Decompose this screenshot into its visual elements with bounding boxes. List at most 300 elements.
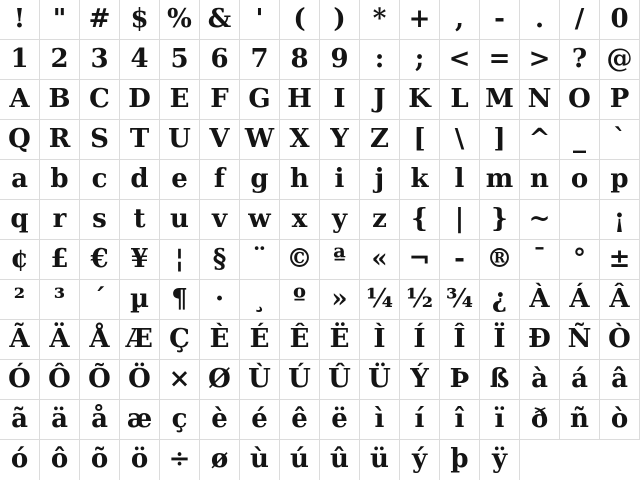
- glyph-cell[interactable]: [40, 200, 80, 240]
- glyph-cell[interactable]: [40, 0, 80, 40]
- glyph-cell[interactable]: [0, 240, 40, 280]
- glyph: y: [331, 204, 348, 234]
- glyph-cell[interactable]: [160, 440, 200, 480]
- glyph: ×: [168, 364, 191, 394]
- glyph-cell[interactable]: [120, 240, 160, 280]
- glyph-cell[interactable]: [600, 40, 640, 80]
- glyph-cell[interactable]: [280, 360, 320, 400]
- glyph: Ø: [208, 364, 231, 394]
- glyph-cell[interactable]: [480, 360, 520, 400]
- glyph: {: [411, 204, 428, 234]
- glyph: u: [170, 204, 189, 234]
- glyph: 7: [250, 44, 269, 74]
- glyph-cell[interactable]: [40, 40, 80, 80]
- glyph-cell[interactable]: [240, 280, 280, 320]
- glyph-cell[interactable]: [280, 240, 320, 280]
- glyph-cell[interactable]: [160, 0, 200, 40]
- glyph: S: [90, 124, 109, 154]
- glyph-cell[interactable]: [200, 360, 240, 400]
- glyph: s: [92, 204, 107, 234]
- glyph-cell[interactable]: [360, 160, 400, 200]
- glyph-cell[interactable]: [400, 160, 440, 200]
- glyph-cell[interactable]: [400, 320, 440, 360]
- glyph-cell[interactable]: [440, 160, 480, 200]
- glyph-cell[interactable]: [0, 440, 40, 480]
- glyph-cell[interactable]: [320, 40, 360, 80]
- glyph-cell[interactable]: [80, 120, 120, 160]
- glyph-cell[interactable]: [0, 0, 40, 40]
- glyph: z: [372, 204, 387, 234]
- glyph-cell[interactable]: [160, 400, 200, 440]
- glyph: ö: [130, 444, 149, 474]
- glyph: 3: [90, 44, 109, 74]
- glyph-cell[interactable]: [280, 120, 320, 160]
- glyph: W: [244, 124, 275, 154]
- glyph: 0: [610, 4, 629, 34]
- glyph-cell[interactable]: [160, 120, 200, 160]
- empty-area: [520, 440, 560, 480]
- glyph-cell[interactable]: [80, 360, 120, 400]
- glyph-cell[interactable]: [240, 40, 280, 80]
- glyph: ¢: [10, 244, 29, 274]
- glyph-cell[interactable]: [520, 0, 560, 40]
- glyph-cell[interactable]: [560, 280, 600, 320]
- glyph: È: [209, 324, 230, 354]
- glyph: _: [573, 124, 586, 154]
- glyph-cell[interactable]: [360, 400, 400, 440]
- glyph-cell[interactable]: [0, 120, 40, 160]
- glyph-cell[interactable]: [160, 240, 200, 280]
- glyph: a: [11, 164, 28, 194]
- glyph: V: [209, 124, 230, 154]
- glyph: ä: [51, 404, 68, 434]
- glyph-cell[interactable]: [160, 360, 200, 400]
- glyph-cell[interactable]: [360, 40, 400, 80]
- glyph-cell[interactable]: [160, 80, 200, 120]
- glyph-cell[interactable]: [320, 160, 360, 200]
- glyph: x: [291, 204, 308, 234]
- glyph-cell[interactable]: [80, 440, 120, 480]
- glyph-cell[interactable]: [80, 160, 120, 200]
- glyph-cell[interactable]: [440, 400, 480, 440]
- glyph-cell[interactable]: [160, 40, 200, 80]
- glyph-cell[interactable]: [0, 400, 40, 440]
- glyph-cell[interactable]: [360, 240, 400, 280]
- glyph: û: [330, 444, 349, 474]
- glyph-cell[interactable]: [40, 240, 80, 280]
- glyph-cell[interactable]: [520, 120, 560, 160]
- glyph-cell[interactable]: [240, 0, 280, 40]
- glyph: Ê: [289, 324, 310, 354]
- glyph: ú: [290, 444, 309, 474]
- glyph: ¾: [445, 284, 474, 314]
- glyph: ·: [214, 284, 225, 314]
- glyph: º: [293, 284, 306, 314]
- glyph-cell[interactable]: [280, 40, 320, 80]
- glyph-cell[interactable]: [600, 160, 640, 200]
- glyph-cell[interactable]: [480, 200, 520, 240]
- glyph: ñ: [570, 404, 589, 434]
- glyph: Ö: [128, 364, 151, 394]
- glyph-cell[interactable]: [520, 40, 560, 80]
- glyph-cell[interactable]: [480, 440, 520, 480]
- glyph: Ì: [373, 324, 386, 354]
- glyph: å: [91, 404, 108, 434]
- glyph-cell[interactable]: [80, 40, 120, 80]
- glyph-cell[interactable]: [440, 280, 480, 320]
- glyph: N: [527, 84, 552, 114]
- glyph-cell[interactable]: [320, 120, 360, 160]
- glyph-cell[interactable]: [0, 360, 40, 400]
- glyph-cell[interactable]: [400, 0, 440, 40]
- glyph-cell[interactable]: [440, 0, 480, 40]
- glyph: D: [128, 84, 151, 114]
- glyph-cell[interactable]: [40, 280, 80, 320]
- glyph-cell[interactable]: [480, 240, 520, 280]
- glyph-cell[interactable]: [120, 0, 160, 40]
- glyph: L: [450, 84, 469, 114]
- glyph: Z: [370, 124, 389, 154]
- glyph-cell[interactable]: [440, 320, 480, 360]
- glyph: Í: [413, 324, 426, 354]
- glyph-cell[interactable]: [120, 400, 160, 440]
- glyph: (: [293, 4, 306, 34]
- glyph: ë: [331, 404, 348, 434]
- glyph-cell[interactable]: [0, 280, 40, 320]
- glyph: <: [448, 44, 471, 74]
- glyph: ,: [454, 4, 465, 34]
- glyph-cell[interactable]: [600, 360, 640, 400]
- glyph-cell[interactable]: [0, 80, 40, 120]
- glyph-cell[interactable]: [360, 0, 400, 40]
- glyph-cell[interactable]: [600, 400, 640, 440]
- glyph-cell[interactable]: [440, 440, 480, 480]
- glyph-cell[interactable]: [320, 240, 360, 280]
- glyph-cell[interactable]: [200, 280, 240, 320]
- glyph: ©: [286, 244, 313, 274]
- glyph-cell[interactable]: [560, 120, 600, 160]
- glyph: j: [374, 164, 385, 194]
- glyph: o: [570, 164, 589, 194]
- glyph-cell[interactable]: [240, 440, 280, 480]
- glyph: Î: [453, 324, 466, 354]
- glyph-cell[interactable]: [0, 40, 40, 80]
- glyph: *: [372, 4, 387, 34]
- glyph-cell[interactable]: [200, 160, 240, 200]
- glyph-cell[interactable]: [40, 360, 80, 400]
- glyph-cell[interactable]: [400, 120, 440, 160]
- glyph: `: [613, 124, 626, 154]
- glyph: ): [333, 4, 346, 34]
- glyph: @: [606, 44, 633, 74]
- glyph-cell[interactable]: [520, 80, 560, 120]
- glyph-cell[interactable]: [520, 360, 560, 400]
- glyph: ý: [411, 444, 428, 474]
- glyph-cell[interactable]: [400, 80, 440, 120]
- glyph: :: [374, 44, 385, 74]
- glyph-cell[interactable]: [560, 240, 600, 280]
- glyph-cell[interactable]: [40, 160, 80, 200]
- glyph-cell[interactable]: [200, 240, 240, 280]
- glyph: ê: [291, 404, 308, 434]
- glyph-cell[interactable]: [200, 40, 240, 80]
- glyph-cell[interactable]: [120, 80, 160, 120]
- glyph: r: [52, 204, 67, 234]
- glyph-cell[interactable]: [80, 400, 120, 440]
- glyph-cell[interactable]: [360, 200, 400, 240]
- glyph-cell[interactable]: [400, 200, 440, 240]
- glyph-cell[interactable]: [80, 240, 120, 280]
- glyph-cell[interactable]: [240, 80, 280, 120]
- glyph-cell[interactable]: [240, 160, 280, 200]
- glyph: p: [610, 164, 629, 194]
- glyph-cell[interactable]: [560, 40, 600, 80]
- glyph-cell[interactable]: [560, 360, 600, 400]
- glyph: i: [334, 164, 345, 194]
- glyph-cell[interactable]: [280, 400, 320, 440]
- glyph-cell[interactable]: [360, 320, 400, 360]
- glyph-cell[interactable]: [120, 440, 160, 480]
- glyph-cell[interactable]: [600, 280, 640, 320]
- glyph-cell[interactable]: [120, 320, 160, 360]
- glyph-cell[interactable]: [40, 120, 80, 160]
- glyph: ¼: [365, 284, 394, 314]
- glyph: Q: [8, 124, 31, 154]
- glyph-cell[interactable]: [320, 440, 360, 480]
- glyph: €: [90, 244, 109, 274]
- glyph: Ú: [288, 364, 311, 394]
- glyph: }: [491, 204, 508, 234]
- glyph-cell[interactable]: [320, 280, 360, 320]
- glyph: é: [251, 404, 268, 434]
- glyph-cell[interactable]: [360, 280, 400, 320]
- glyph-cell[interactable]: [0, 160, 40, 200]
- glyph: Ô: [48, 364, 71, 394]
- glyph-cell[interactable]: [320, 0, 360, 40]
- glyph-cell[interactable]: [120, 40, 160, 80]
- glyph: f: [213, 164, 226, 194]
- glyph-cell[interactable]: [120, 280, 160, 320]
- glyph: Ñ: [567, 324, 592, 354]
- glyph: .: [534, 4, 545, 34]
- glyph-cell[interactable]: [0, 320, 40, 360]
- glyph-cell[interactable]: [280, 280, 320, 320]
- glyph-cell[interactable]: [80, 200, 120, 240]
- glyph-cell[interactable]: [200, 400, 240, 440]
- glyph: Æ: [126, 324, 153, 354]
- glyph: ï: [494, 404, 505, 434]
- glyph-cell[interactable]: [280, 0, 320, 40]
- glyph-cell[interactable]: [160, 280, 200, 320]
- glyph: §: [212, 244, 227, 274]
- glyph-cell[interactable]: [560, 400, 600, 440]
- glyph-cell[interactable]: [320, 360, 360, 400]
- glyph-cell[interactable]: [440, 360, 480, 400]
- glyph: $: [130, 4, 149, 34]
- glyph-cell[interactable]: [80, 280, 120, 320]
- glyph-cell[interactable]: [120, 360, 160, 400]
- glyph-cell[interactable]: [400, 280, 440, 320]
- glyph-cell[interactable]: [400, 360, 440, 400]
- glyph-cell[interactable]: [280, 440, 320, 480]
- glyph: I: [333, 84, 346, 114]
- glyph-cell[interactable]: [240, 320, 280, 360]
- glyph: %: [167, 4, 192, 34]
- glyph-cell[interactable]: [40, 440, 80, 480]
- glyph-cell[interactable]: [440, 240, 480, 280]
- glyph: Õ: [88, 364, 111, 394]
- glyph-cell[interactable]: [40, 400, 80, 440]
- glyph: Ç: [169, 324, 190, 354]
- glyph-cell[interactable]: [80, 80, 120, 120]
- glyph-cell[interactable]: [40, 320, 80, 360]
- glyph-cell[interactable]: [200, 320, 240, 360]
- glyph-cell[interactable]: [400, 240, 440, 280]
- glyph: v: [211, 204, 228, 234]
- glyph-cell[interactable]: [560, 320, 600, 360]
- glyph: 6: [210, 44, 229, 74]
- glyph-cell[interactable]: [400, 440, 440, 480]
- glyph-cell[interactable]: [240, 400, 280, 440]
- glyph-cell[interactable]: [80, 320, 120, 360]
- glyph-cell[interactable]: [200, 0, 240, 40]
- glyph: ²: [13, 284, 26, 314]
- glyph: Ý: [410, 364, 429, 394]
- glyph: =: [488, 44, 511, 74]
- glyph-cell[interactable]: [600, 80, 640, 120]
- glyph-cell[interactable]: [240, 120, 280, 160]
- glyph-cell[interactable]: [360, 80, 400, 120]
- glyph-cell[interactable]: [320, 200, 360, 240]
- glyph-cell[interactable]: [360, 360, 400, 400]
- glyph: î: [454, 404, 465, 434]
- glyph-cell[interactable]: [240, 240, 280, 280]
- empty-area: [560, 440, 600, 480]
- glyph-cell[interactable]: [280, 160, 320, 200]
- glyph-cell[interactable]: [600, 200, 640, 240]
- glyph-cell[interactable]: [440, 200, 480, 240]
- glyph-cell[interactable]: [360, 120, 400, 160]
- glyph-cell[interactable]: [280, 320, 320, 360]
- glyph: ^: [528, 124, 551, 154]
- glyph: t: [133, 204, 146, 234]
- glyph-cell[interactable]: [480, 120, 520, 160]
- glyph-cell[interactable]: [320, 80, 360, 120]
- glyph-cell[interactable]: [560, 200, 600, 240]
- glyph-cell[interactable]: [600, 320, 640, 360]
- glyph-cell[interactable]: [440, 40, 480, 80]
- glyph-cell[interactable]: [520, 240, 560, 280]
- glyph-cell[interactable]: [480, 400, 520, 440]
- glyph-cell[interactable]: [200, 120, 240, 160]
- glyph: ?: [571, 44, 588, 74]
- glyph: 4: [130, 44, 149, 74]
- glyph: ÿ: [491, 444, 508, 474]
- glyph-cell[interactable]: [160, 320, 200, 360]
- glyph-cell[interactable]: [200, 440, 240, 480]
- glyph-cell[interactable]: [240, 360, 280, 400]
- glyph-cell[interactable]: [320, 400, 360, 440]
- glyph-cell[interactable]: [440, 80, 480, 120]
- glyph-cell[interactable]: [200, 80, 240, 120]
- glyph: Ã: [9, 324, 30, 354]
- glyph: è: [211, 404, 228, 434]
- glyph: Ä: [49, 324, 70, 354]
- glyph-cell[interactable]: [0, 200, 40, 240]
- glyph: k: [410, 164, 429, 194]
- glyph: ¡: [613, 204, 626, 234]
- glyph-cell[interactable]: [560, 0, 600, 40]
- glyph-cell[interactable]: [120, 200, 160, 240]
- glyph-cell[interactable]: [280, 80, 320, 120]
- glyph: «: [371, 244, 388, 274]
- glyph: ½: [405, 284, 434, 314]
- glyph-cell[interactable]: [600, 120, 640, 160]
- glyph: H: [287, 84, 312, 114]
- glyph-cell[interactable]: [120, 120, 160, 160]
- glyph: ¸: [253, 284, 266, 314]
- glyph-cell[interactable]: [520, 320, 560, 360]
- glyph: É: [249, 324, 270, 354]
- glyph: m: [485, 164, 514, 194]
- glyph: ð: [530, 404, 549, 434]
- glyph-cell[interactable]: [480, 320, 520, 360]
- glyph-cell[interactable]: [480, 40, 520, 80]
- glyph-cell[interactable]: [240, 200, 280, 240]
- glyph-cell[interactable]: [200, 200, 240, 240]
- glyph: ß: [489, 364, 510, 394]
- glyph-cell[interactable]: [360, 440, 400, 480]
- glyph-cell[interactable]: [600, 0, 640, 40]
- glyph: Ó: [8, 364, 31, 394]
- glyph-cell[interactable]: [120, 160, 160, 200]
- glyph-cell[interactable]: [600, 240, 640, 280]
- glyph: ò: [610, 404, 629, 434]
- glyph: C: [89, 84, 110, 114]
- glyph-cell[interactable]: [520, 200, 560, 240]
- glyph-cell[interactable]: [320, 320, 360, 360]
- glyph: !: [13, 4, 26, 34]
- glyph: [: [413, 124, 426, 154]
- glyph: ø: [210, 444, 229, 474]
- glyph-cell[interactable]: [80, 0, 120, 40]
- glyph-cell[interactable]: [440, 120, 480, 160]
- glyph-cell[interactable]: [520, 160, 560, 200]
- glyph: ü: [370, 444, 389, 474]
- glyph-cell[interactable]: [280, 200, 320, 240]
- glyph: ¨: [253, 244, 266, 274]
- glyph-cell[interactable]: [480, 80, 520, 120]
- glyph-cell[interactable]: [520, 280, 560, 320]
- glyph-cell[interactable]: [160, 160, 200, 200]
- glyph-cell[interactable]: [480, 280, 520, 320]
- glyph-cell[interactable]: [400, 40, 440, 80]
- glyph: 2: [50, 44, 69, 74]
- glyph-cell[interactable]: [480, 160, 520, 200]
- glyph: í: [414, 404, 425, 434]
- glyph-cell[interactable]: [160, 200, 200, 240]
- glyph: \: [454, 124, 465, 154]
- glyph-cell[interactable]: [560, 160, 600, 200]
- glyph: Ò: [608, 324, 631, 354]
- glyph-cell[interactable]: [480, 0, 520, 40]
- glyph-cell[interactable]: [560, 80, 600, 120]
- glyph: Þ: [449, 364, 470, 394]
- glyph-cell[interactable]: [400, 400, 440, 440]
- glyph: ;: [414, 44, 425, 74]
- glyph-cell[interactable]: [520, 400, 560, 440]
- glyph-cell[interactable]: [40, 80, 80, 120]
